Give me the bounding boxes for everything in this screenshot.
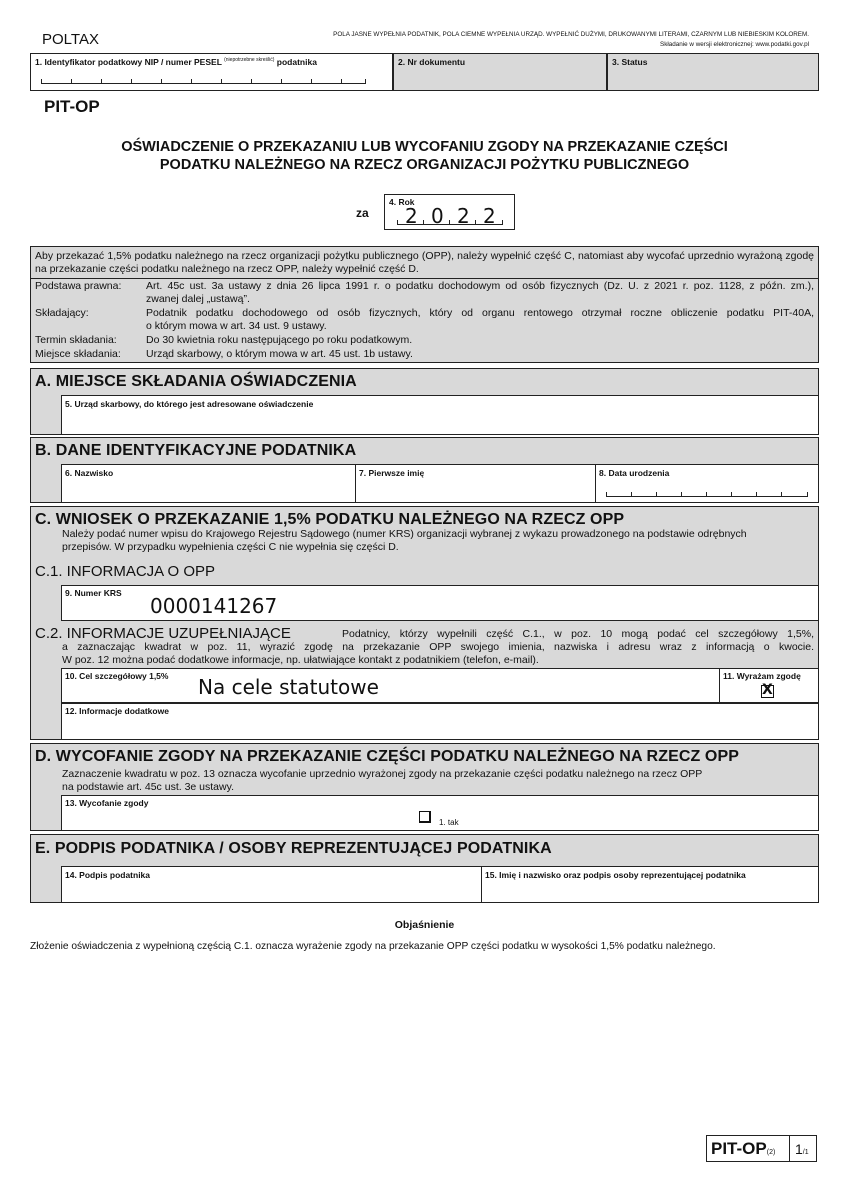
year-label: 4. Rok [389, 197, 415, 207]
intro-key-legal-basis: Podstawa prawna: [35, 280, 122, 292]
c1-title: C.1. INFORMACJA O OPP [35, 563, 216, 580]
withdraw-consent-field [61, 795, 819, 831]
tax-office-label: 5. Urząd skarbowy, do którego jest adresowane oświadczenie [65, 399, 314, 409]
za-label: za [356, 206, 369, 220]
taxpayer-id-label: 1. Identyfikator podatkowy NIP / numer PESEL $^{(niepotrzebne skreślić)}$ podatnika [35, 57, 317, 67]
c2-note-3: W poz. 12 można podać dodatkowe informacje, np. ułatwiające kontakt z podatnikiem (telefon, e-mail). [62, 654, 539, 666]
additional-info-field[interactable] [61, 703, 819, 740]
surname-field[interactable] [61, 464, 356, 503]
intro-val-legal-basis-2: zwanej dalej „ustawą”. [146, 293, 250, 305]
specific-purpose-label: 10. Cel szczegółowy 1,5% [65, 671, 169, 681]
specific-purpose-value: Na cele statutowe [198, 675, 379, 699]
year-digit-3: 2 [457, 204, 470, 228]
electronic-submission-note: Składanie w wersji elektronicznej: www.podatki.gov.pl [660, 41, 809, 48]
withdraw-consent-checkbox[interactable] [419, 811, 431, 823]
filling-instructions: POLA JASNE WYPEŁNIA PODATNIK, POLA CIEMNE WYPEŁNIA URZĄD. WYPEŁNIĆ DUŻYMI, DRUKOWANYMI LITERAMI, CZARNYM LUB NIEBIESKIM KOLOREM. [333, 31, 809, 38]
krs-number-field[interactable] [61, 585, 819, 621]
explanation-text: Złożenie oświadczenia z wypełnioną częścią C.1. oznacza wyrażenie zgody na przekazanie OPP części podatku w wysokości 1,5% podatku należnego. [30, 941, 716, 952]
additional-info-label: 12. Informacje dodatkowe [65, 706, 169, 716]
representative-signature-field[interactable] [481, 866, 819, 903]
section-a-title: A. MIEJSCE SKŁADANIA OŚWIADCZENIA [35, 373, 357, 390]
intro-val-deadline: Do 30 kwietnia roku następującego po roku podatkowym. [146, 334, 413, 346]
intro-val-place: Urząd skarbowy, o którym mowa w art. 45 ust. 1b ustawy. [146, 348, 413, 360]
first-name-field[interactable] [355, 464, 596, 503]
section-c-title: C. WNIOSEK O PRZEKAZANIE 1,5% PODATKU NALEŻNEGO NA RZECZ OPP [35, 511, 625, 528]
year-digit-4: 2 [483, 204, 496, 228]
withdraw-consent-option: 1. tak [439, 818, 459, 827]
document-number-label: 2. Nr dokumentu [398, 57, 466, 67]
taxpayer-signature-field[interactable] [61, 866, 482, 903]
consent-checkbox[interactable] [761, 682, 774, 698]
representative-signature-label: 15. Imię i nazwisko oraz podpis osoby reprezentującej podatnika [485, 870, 746, 880]
form-title-line1: OŚWIADCZENIE O PRZEKAZANIU LUB WYCOFANIU ZGODY NA PRZEKAZANIE CZĘŚCI [121, 139, 728, 155]
intro-val-legal-basis-1: Art. 45c ust. 3a ustawy z dnia 26 lipca 1991 r. o podatku dochodowym od osób fizycznych (Dz. U. z 2021 r. poz. 1128, z późn. zm.), [146, 280, 814, 292]
taxpayer-signature-label: 14. Podpis podatnika [65, 870, 151, 880]
intro-text: Aby przekazać 1,5% podatku należnego na rzecz organizacji pożytku publicznego (OPP), należy wypełnić część C, natomiast aby wycofać uprzednio wyrażoną zgodę na przekazanie części podatku należnego na rzecz OPP, należy wypełnić część D. [35, 250, 814, 275]
first-name-label: 7. Pierwsze imię [359, 468, 425, 478]
status-label: 3. Status [612, 57, 648, 67]
section-c-note-1: Należy podać numer wpisu do Krajowego Rejestru Sądowego (numer KRS) organizacji wybranej z wykazu prowadzonego na podstawie odrębnych [62, 528, 747, 540]
section-e-title: E. PODPIS PODATNIKA / OSOBY REPREZENTUJĄCEJ PODATNIKA [35, 840, 552, 857]
footer-form-code: PIT-OP(2) [711, 1139, 776, 1158]
section-c-note-2: przepisów. W przypadku wypełnienia części C nie wypełnia się części D. [62, 541, 399, 553]
birth-date-label: 8. Data urodzenia [599, 468, 670, 478]
document-number-field [393, 53, 607, 91]
form-title-line2: PODATKU NALEŻNEGO NA RZECZ ORGANIZACJI POŻYTKU PUBLICZNEGO [159, 157, 690, 173]
section-d-note-1: Zaznaczenie kwadratu w poz. 13 oznacza wycofanie uprzednio wyrażonej zgody na przekazanie części podatku należnego na rzecz OPP [62, 768, 703, 780]
intro-key-place: Miejsce składania: [35, 348, 121, 360]
section-d-note-2: na podstawie art. 45c ust. 3e ustawy. [62, 781, 234, 793]
intro-box [30, 246, 819, 363]
footer-page-number: 1/1 [795, 1141, 809, 1157]
consent-field [719, 668, 819, 703]
year-field[interactable] [384, 194, 515, 230]
taxpayer-id-field[interactable] [30, 53, 393, 91]
intro-key-submitter: Składający: [35, 307, 89, 319]
section-d-title: D. WYCOFANIE ZGODY NA PRZEKAZANIE CZĘŚCI PODATKU NALEŻNEGO NA RZECZ OPP [35, 748, 740, 765]
tax-office-field[interactable] [61, 395, 819, 435]
krs-number-label: 9. Numer KRS [65, 588, 122, 598]
taxpayer-id-boxes [41, 78, 366, 84]
c2-note-inline: Podatnicy, którzy wypełnili część C.1., w poz. 10 mogą podać cel szczegółowy 1,5%, [342, 628, 814, 640]
intro-val-submitter-1: Podatnik podatku dochodowego od osób fizycznych, który od organu rentowego otrzymał roczne obliczenie podatku PIT-40A, [146, 307, 814, 319]
birth-date-boxes [606, 491, 808, 497]
explanation-title: Objaśnienie [394, 919, 455, 931]
specific-purpose-field[interactable] [61, 668, 720, 703]
birth-date-field[interactable] [595, 464, 819, 503]
surname-label: 6. Nazwisko [65, 468, 114, 478]
consent-label: 11. Wyrażam zgodę [723, 671, 801, 681]
section-b-title: B. DANE IDENTYFIKACYJNE PODATNIKA [35, 442, 357, 459]
intro-val-submitter-2: o którym mowa w art. 34 ust. 9 ustawy. [146, 320, 327, 332]
c2-title: C.2. INFORMACJE UZUPEŁNIAJĄCE [35, 625, 291, 642]
form-code: PIT-OP [44, 97, 100, 116]
consent-check-mark: X [762, 682, 773, 698]
year-digit-2: 0 [431, 204, 444, 228]
brand-label: POLTAX [42, 31, 99, 48]
krs-number-value: 0000141267 [150, 594, 278, 618]
year-digit-1: 2 [405, 204, 418, 228]
withdraw-consent-label: 13. Wycofanie zgody [65, 798, 149, 808]
footer-form-code-box [706, 1135, 817, 1162]
c2-note-2: a zaznaczając kwadrat w poz. 11, wyrazić zgodę na przekazanie OPP swojego imienia, nazwiska i adresu wraz z informacją o kwocie. [62, 641, 814, 653]
intro-key-deadline: Termin składania: [35, 334, 117, 346]
status-field [607, 53, 819, 91]
